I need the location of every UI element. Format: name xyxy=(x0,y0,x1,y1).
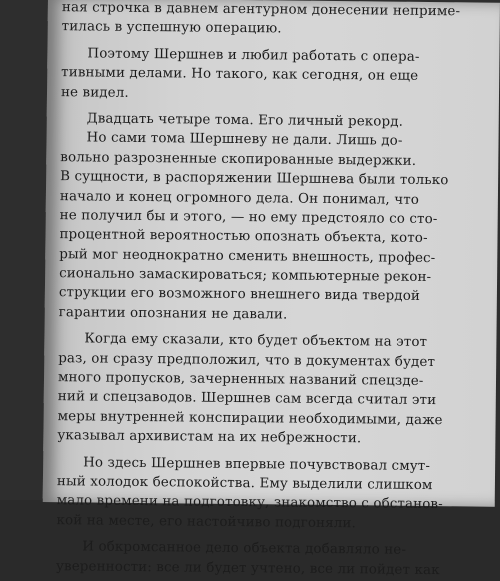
text-line: вольно разрозненные скопированные выдержки. xyxy=(60,149,417,169)
text-line: начало и конец огромного дела. Он понимал, что xyxy=(59,188,420,208)
text-line: И обкромсанное дело объекта добавляло не- xyxy=(82,539,407,558)
text-line: Когда ему сказали, кто будет объектом на этот xyxy=(84,331,428,351)
text-line: много пропусков, зачерненных названий спецзде- xyxy=(57,370,424,389)
text-line: гарантии опознания не давали. xyxy=(58,304,288,323)
text-line: Поэтому Шершнев и любил работать с опера- xyxy=(87,46,420,65)
text-line: мало времени на подготовку, знакомство с обстанов- xyxy=(56,493,443,513)
text-line: Но здесь Шершнев впервые почувствовал смут- xyxy=(83,454,431,474)
text-line: Двадцать четыре тома. Его личный рекорд. xyxy=(86,111,404,130)
text-line: раз, он сразу предположил, что в документах будет xyxy=(58,350,436,370)
text-line: указывал архивистам на их небрежности. xyxy=(57,428,362,447)
text-line: В сущности, в распоряжении Шершнева были только xyxy=(60,169,449,189)
text-line: рый мог неоднократно сменить внешность, профес- xyxy=(59,246,436,266)
text-line: ный холодок беспокойства. Ему выделили слишком xyxy=(56,474,433,494)
text-line: уверенности: все ли будет учтено, все ли пойдет как xyxy=(55,558,440,578)
page-text xyxy=(56,0,482,580)
text-line: сионально замаскироваться; компьютерные рекон- xyxy=(59,266,432,286)
text-line: процентной вероятностью опознать объекта, кото- xyxy=(59,227,428,247)
text-line: ний и спецзаводов. Шершнев сам всегда считал эти xyxy=(57,389,437,409)
text-line: тилась в успешную операцию. xyxy=(61,19,282,37)
text-line: не получил бы и этого, — но ему предстояло со сто- xyxy=(59,208,438,227)
text-line: кой на месте, его настойчиво подгоняли. xyxy=(56,512,356,532)
text-line: меры внутренней конспирации необходимыми, даже xyxy=(57,408,443,428)
text-line: Но сами тома Шершневу не дали. Лишь до- xyxy=(86,130,403,150)
book-page xyxy=(43,0,500,578)
text-line: ная строчка в давнем агентурном донесении неприме- xyxy=(61,0,461,20)
text-line: струкции его возможного внешнего вида твердой xyxy=(58,285,421,305)
text-line: тивными делами. Но такого, как сегодня, он еще xyxy=(61,65,419,85)
text-line: не видел. xyxy=(60,84,129,101)
